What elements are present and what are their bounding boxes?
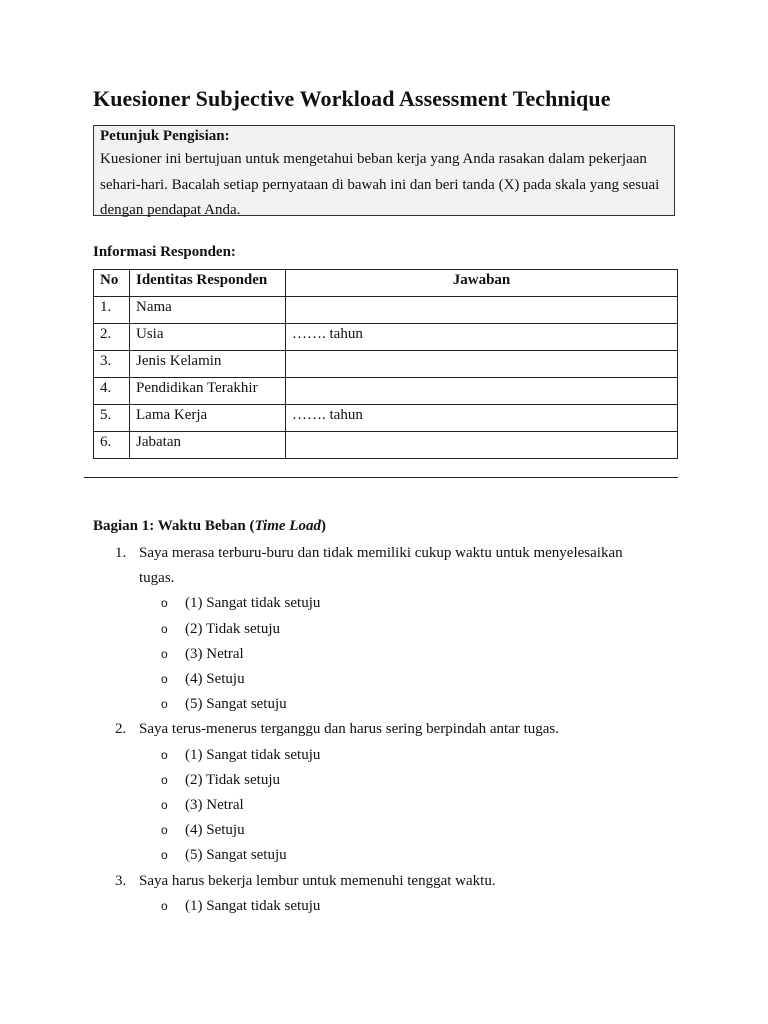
- question-list: [93, 541, 673, 919]
- question-text: Saya terus-menerus terganggu dan harus sering berpindah antar tugas.: [139, 721, 560, 738]
- answer-option[interactable]: [139, 818, 673, 843]
- question-text: Saya merasa terburu-buru dan tidak memiliki cukup waktu untuk menyelesaikan tugas.: [139, 545, 623, 587]
- row-number: 4.: [94, 378, 130, 405]
- table-row: [94, 297, 678, 324]
- row-identity-label: Pendidikan Terakhir: [130, 378, 286, 405]
- answer-option[interactable]: [139, 843, 673, 868]
- instructions-heading: Petunjuk Pengisian:: [100, 128, 230, 144]
- hollow-bullet-icon: o: [161, 672, 168, 687]
- page-title: Kuesioner Subjective Workload Assessment Technique: [93, 86, 611, 111]
- table-header-row: [94, 270, 678, 297]
- part1-title-english: Time Load: [254, 518, 321, 534]
- answer-option[interactable]: [139, 591, 673, 616]
- answer-options: [139, 894, 673, 919]
- row-number: 1.: [94, 297, 130, 324]
- question-number: 3.: [115, 872, 127, 889]
- row-identity-label: Jenis Kelamin: [130, 351, 286, 378]
- header-answer: Jawaban: [286, 270, 678, 297]
- answer-option[interactable]: [139, 692, 673, 717]
- answer-option[interactable]: [139, 743, 673, 768]
- question-text: Saya harus bekerja lembur untuk memenuhi tenggat waktu.: [139, 872, 496, 889]
- table-row: [94, 378, 678, 405]
- hollow-bullet-icon: o: [161, 898, 168, 913]
- row-identity-label: Lama Kerja: [130, 405, 286, 432]
- row-answer-field[interactable]: [286, 297, 678, 324]
- row-answer-field[interactable]: ……. tahun: [286, 324, 678, 351]
- part1-title-suffix: ): [320, 518, 326, 534]
- answer-option-label: (3) Netral: [185, 797, 244, 814]
- answer-option-label: (2) Tidak setuju: [185, 620, 281, 637]
- answer-option-label: (4) Setuju: [185, 671, 245, 688]
- hollow-bullet-icon: o: [161, 621, 168, 636]
- row-answer-field[interactable]: [286, 378, 678, 405]
- table-row: [94, 432, 678, 459]
- instructions-text: Kuesioner ini bertujuan untuk mengetahui beban kerja yang Anda rasakan dalam pekerjaan sehari-hari. Bacalah setiap pernyataan di bawah ini dan beri tanda (X) pada skala yang sesuai dengan pendapat Anda.: [100, 151, 660, 218]
- section-divider: [84, 477, 678, 478]
- answer-option-label: (2) Tidak setuju: [185, 771, 281, 788]
- hollow-bullet-icon: o: [161, 646, 168, 661]
- hollow-bullet-icon: o: [161, 798, 168, 813]
- hollow-bullet-icon: o: [161, 697, 168, 712]
- answer-option-label: (3) Netral: [185, 645, 244, 662]
- row-answer-field[interactable]: ……. tahun: [286, 405, 678, 432]
- instructions-box: [93, 125, 675, 216]
- hollow-bullet-icon: o: [161, 848, 168, 863]
- part1-title-prefix: Bagian 1: Waktu Beban (: [93, 518, 255, 534]
- table-row: [94, 351, 678, 378]
- hollow-bullet-icon: o: [161, 596, 168, 611]
- question-number: 1.: [115, 545, 127, 561]
- answer-option-label: (5) Sangat setuju: [185, 696, 287, 713]
- part1-title: [93, 518, 326, 535]
- row-answer-field[interactable]: [286, 432, 678, 459]
- answer-option[interactable]: [139, 793, 673, 818]
- hollow-bullet-icon: o: [161, 772, 168, 787]
- answer-options: [139, 743, 673, 869]
- question-item: [93, 869, 673, 919]
- answer-option-label: (1) Sangat tidak setuju: [185, 897, 321, 914]
- row-number: 2.: [94, 324, 130, 351]
- row-number: 3.: [94, 351, 130, 378]
- answer-option[interactable]: [139, 617, 673, 642]
- header-no: No: [94, 270, 130, 297]
- answer-option-label: (1) Sangat tidak setuju: [185, 746, 321, 763]
- question-item: [93, 717, 673, 868]
- row-identity-label: Usia: [130, 324, 286, 351]
- question-item: [93, 541, 673, 717]
- table-row: [94, 405, 678, 432]
- answer-option[interactable]: [139, 894, 673, 919]
- answer-option-label: (1) Sangat tidak setuju: [185, 595, 321, 612]
- answer-option[interactable]: [139, 768, 673, 793]
- answer-option[interactable]: [139, 642, 673, 667]
- answer-option-label: (5) Sangat setuju: [185, 847, 287, 864]
- row-identity-label: Jabatan: [130, 432, 286, 459]
- row-identity-label: Nama: [130, 297, 286, 324]
- answer-option[interactable]: [139, 667, 673, 692]
- hollow-bullet-icon: o: [161, 823, 168, 838]
- row-answer-field[interactable]: [286, 351, 678, 378]
- hollow-bullet-icon: o: [161, 747, 168, 762]
- answer-options: [139, 591, 673, 717]
- table-row: [94, 324, 678, 351]
- header-identity: Identitas Responden: [130, 270, 286, 297]
- row-number: 6.: [94, 432, 130, 459]
- row-number: 5.: [94, 405, 130, 432]
- question-number: 2.: [115, 721, 127, 738]
- answer-option-label: (4) Setuju: [185, 822, 245, 839]
- respondent-section-label: Informasi Responden:: [93, 244, 236, 260]
- respondent-table: [93, 269, 678, 459]
